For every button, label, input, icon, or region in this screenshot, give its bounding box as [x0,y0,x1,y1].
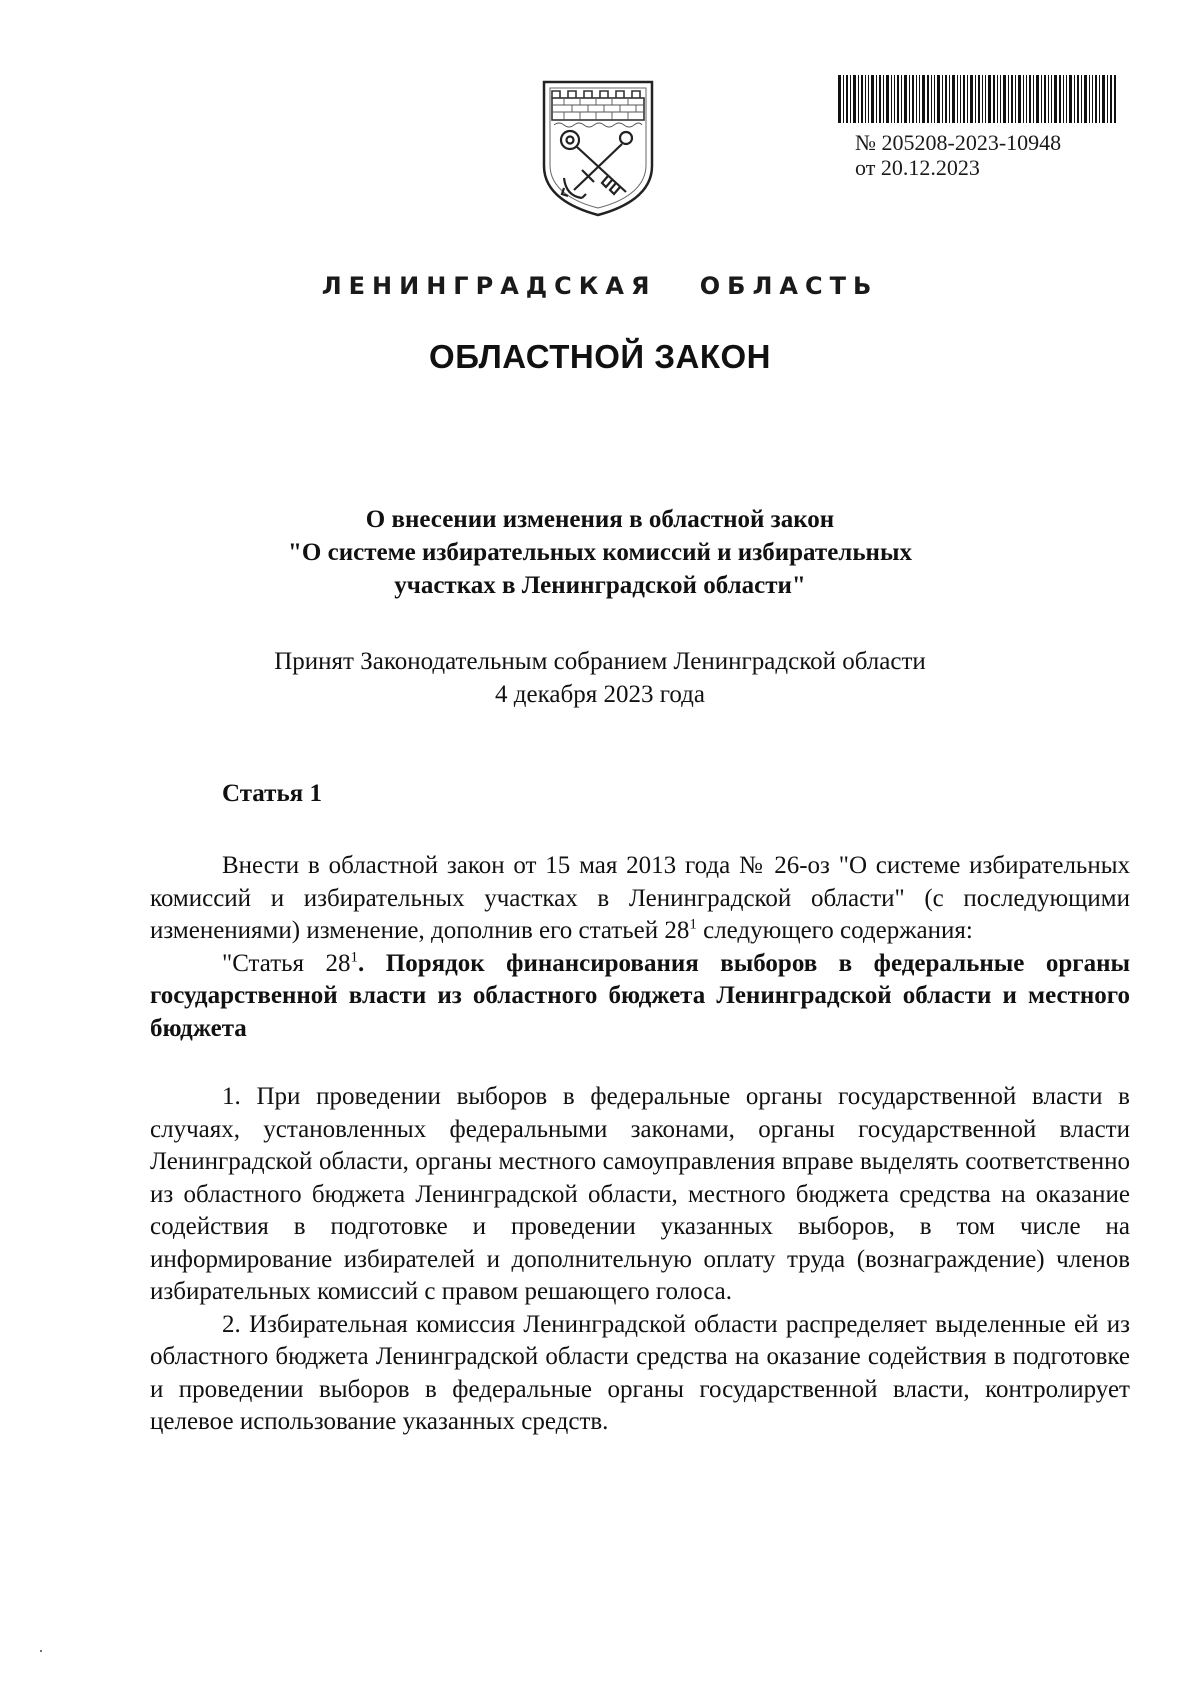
article-intro-text: Внести в областной закон от 15 мая 2013 года № 26-оз "О системе избирательных комиссий и избирательных участках в Ленинградской области" (с последующими изменениями) изменение, дополнив его статьей 28 [150,852,1130,944]
new-article-superscript: 1 [350,949,359,966]
point-1-paragraph: 1. При проведении выборов в федеральные органы государственной власти в случаях, установленных федеральными законами, органы государственной власти Ленинградской области, органы местного самоуправления вправе выделять соответственно из областного бюджета Ленинградской области, местного бюджета средства на оказание содействия в подготовке и проведении указанных выборов, в том числе на информирование избирателей и дополнительную оплату труда (вознаграждение) членов избирательных комиссий с правом решающего голоса. [150,1083,1130,1305]
new-article-dot: . [358,949,386,977]
law-title-line: "О системе избирательных комиссий и избирательных [288,539,912,566]
adoption-body: Принят Законодательным собранием Ленинградской области [274,648,926,675]
barcode-icon [838,75,1116,123]
region-heading: ЛЕНИНГРАДСКАЯ ОБЛАСТЬ [321,272,879,300]
new-article-prefix: "Статья 28 [222,949,351,977]
article-intro-tail: следующего содержания: [696,917,973,944]
document-type-heading: ОБЛАСТНОЙ ЗАКОН [429,338,771,375]
article-intro-superscript: 1 [689,916,697,933]
registration-date: от 20.12.2023 [855,155,980,180]
article-heading: Статья 1 [222,780,322,807]
law-title-line: участках в Ленинградской области" [394,572,806,599]
law-title [0,503,1200,602]
article-body [150,850,1130,1439]
adoption-date: 4 декабря 2023 года [495,681,705,708]
new-article-heading-paragraph [150,948,1130,1046]
adoption-note [0,645,1200,711]
registration-block [855,130,1061,180]
leningrad-oblast-coat-of-arms-icon [538,78,658,218]
law-title-line: О внесении изменения в областной закон [365,506,835,533]
new-article-title: Порядок финансирования выборов в федеральные органы государственной власти из областного бюджета Ленинградской области и местного бюджета [150,949,1130,1042]
article-intro-paragraph [150,850,1130,948]
scan-speck [40,1650,42,1652]
registration-number: № 205208-2023-10948 [855,130,1062,155]
point-2-paragraph: 2. Избирательная комиссия Ленинградской области распределяет выделенные ей из областного бюджета Ленинградской области средства на оказание содействия в подготовке и проведении выборов в федеральные органы государственной власти, контролирует целевое использование указанных средств. [150,1310,1130,1435]
